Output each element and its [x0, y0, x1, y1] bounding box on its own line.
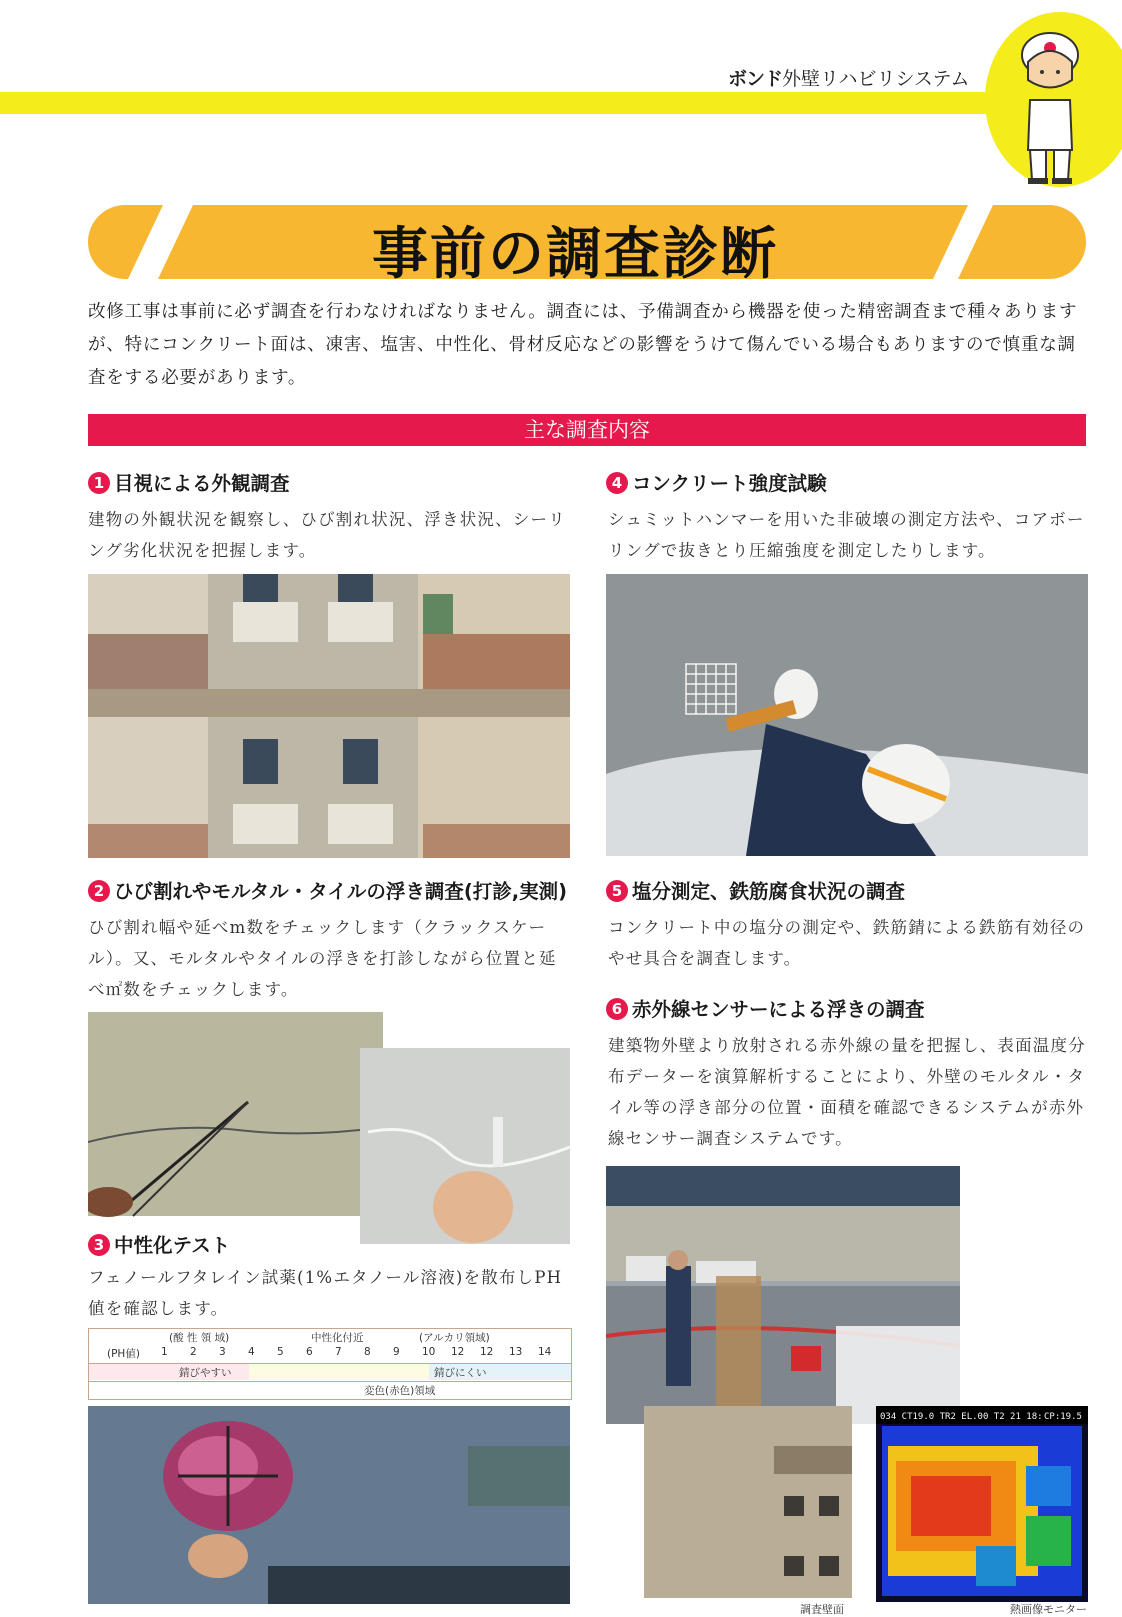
ph-value: 5 [277, 1346, 284, 1358]
ph-value: 3 [219, 1346, 226, 1358]
ph-value: 10 [422, 1346, 436, 1358]
item-title: ひび割れやモルタル・タイルの浮き調査(打診,実測) [114, 880, 568, 903]
page-title: 事前の調査診断 [372, 222, 778, 287]
brand-label [728, 64, 970, 91]
ph-value: 1 [161, 1346, 168, 1358]
item-number: 1 [88, 472, 110, 494]
item-title: 目視による外観調査 [114, 472, 290, 495]
ph-value: 7 [335, 1346, 342, 1358]
thermal-image-photo [876, 1406, 1088, 1602]
thermal-readout: 034 CT19.0 TR2 EL.00 T2 21 18: [880, 1412, 1043, 1422]
ph-value: 9 [393, 1346, 400, 1358]
mascot-illustration [1000, 10, 1100, 185]
brand-bold: ボンド [728, 68, 783, 90]
item-2-heading [88, 876, 567, 904]
strength-test-photo [606, 574, 1088, 856]
building-exterior-photo [88, 574, 570, 858]
item-4-text: シュミットハンマーを用いた非破壊の測定方法や、コアボーリングで抜きとり圧縮強度を測定したりします。 [608, 510, 1085, 560]
item-5-text: コンクリート中の塩分の測定や、鉄筋錆による鉄筋有効径のやせ具合を調査します。 [608, 918, 1086, 968]
item-title: 塩分測定、鉄筋腐食状況の調査 [632, 880, 906, 903]
item-3-heading [88, 1230, 230, 1258]
ph-value: 13 [509, 1346, 523, 1358]
ph-neutral-label: 中性化付近 [311, 1332, 364, 1344]
crack-inspection-photos [88, 1012, 570, 1244]
item-number: 3 [88, 1234, 110, 1256]
ph-value: 4 [248, 1346, 255, 1358]
thermal-cp: CP:19.5 [1044, 1412, 1082, 1422]
brand-rest: 外壁リハビリシステム [782, 68, 970, 90]
ph-value: 8 [364, 1346, 371, 1358]
item-6-text: 建築物外壁より放射される赤外線の量を把握し、表面温度分布データーを演算解析することにより、外壁のモルタル・タイル等の浮き部分の位置・面積を確認できるシステムが赤外線センサー調査システムです。 [608, 1036, 1086, 1148]
ph-value: 14 [538, 1346, 552, 1358]
item-2-text: ひび割れ幅や延べm数をチェックします（クラックスケール）。又、モルタルやタイルの浮きを打診しながら位置と延べ㎡数をチェックします。 [88, 918, 557, 999]
ph-value: 6 [306, 1346, 313, 1358]
item-3-text: フェノールフタレイン試薬(1%エタノール溶液)を散布しPH値を確認します。 [88, 1268, 563, 1318]
ph-value-label: (PH値) [107, 1348, 140, 1360]
item-4-heading [606, 468, 827, 496]
intro-text: 改修工事は事前に必ず調査を行わなければなりません。調査には、予備調査から機器を使った精密調査まで種々ありますが、特にコンクリート面は、凍害、塩害、中性化、骨材反応などの影響をうけて傷んでいる場合もありますので慎重な調査をする必要があります。 [88, 302, 1078, 388]
item-1-heading [88, 468, 290, 496]
ph-values-row [89, 1346, 571, 1362]
ph-value: 12 [451, 1346, 465, 1358]
ph-discolor-label: 変色(赤色)領域 [364, 1385, 436, 1397]
header-yellow-band [0, 92, 1010, 114]
item-number: 5 [606, 880, 628, 902]
item-title: 赤外線センサーによる浮きの調査 [632, 998, 925, 1021]
ph-rust-hard: 錆びにくい [434, 1367, 487, 1379]
caption-thermal-monitor: 熱画像モニター [1010, 1603, 1087, 1616]
caption-survey-wall: 調査壁面 [800, 1603, 844, 1616]
ph-acid-label: (酸 性 領 域) [169, 1332, 230, 1344]
section-header: 主な調査内容 [88, 414, 1086, 446]
ph-scale-table [88, 1328, 572, 1400]
item-title: 中性化テスト [114, 1234, 231, 1257]
item-number: 2 [88, 880, 110, 902]
item-number: 6 [606, 998, 628, 1020]
neutralization-test-photo [88, 1406, 570, 1604]
item-number: 4 [606, 472, 628, 494]
item-5-heading [606, 876, 905, 904]
item-6-heading [606, 994, 925, 1022]
survey-wall-photo [644, 1406, 852, 1598]
infrared-survey-photo [606, 1166, 960, 1424]
item-1-text: 建物の外観状況を観察し、ひび割れ状況、浮き状況、シーリング劣化状況を把握します。 [88, 510, 566, 560]
ph-value: 12 [480, 1346, 494, 1358]
ph-value: 2 [190, 1346, 197, 1358]
item-title: コンクリート強度試験 [632, 472, 827, 495]
ph-rust-easy: 錆びやすい [179, 1367, 232, 1379]
ph-alkali-label: (アルカリ領域) [419, 1332, 490, 1344]
